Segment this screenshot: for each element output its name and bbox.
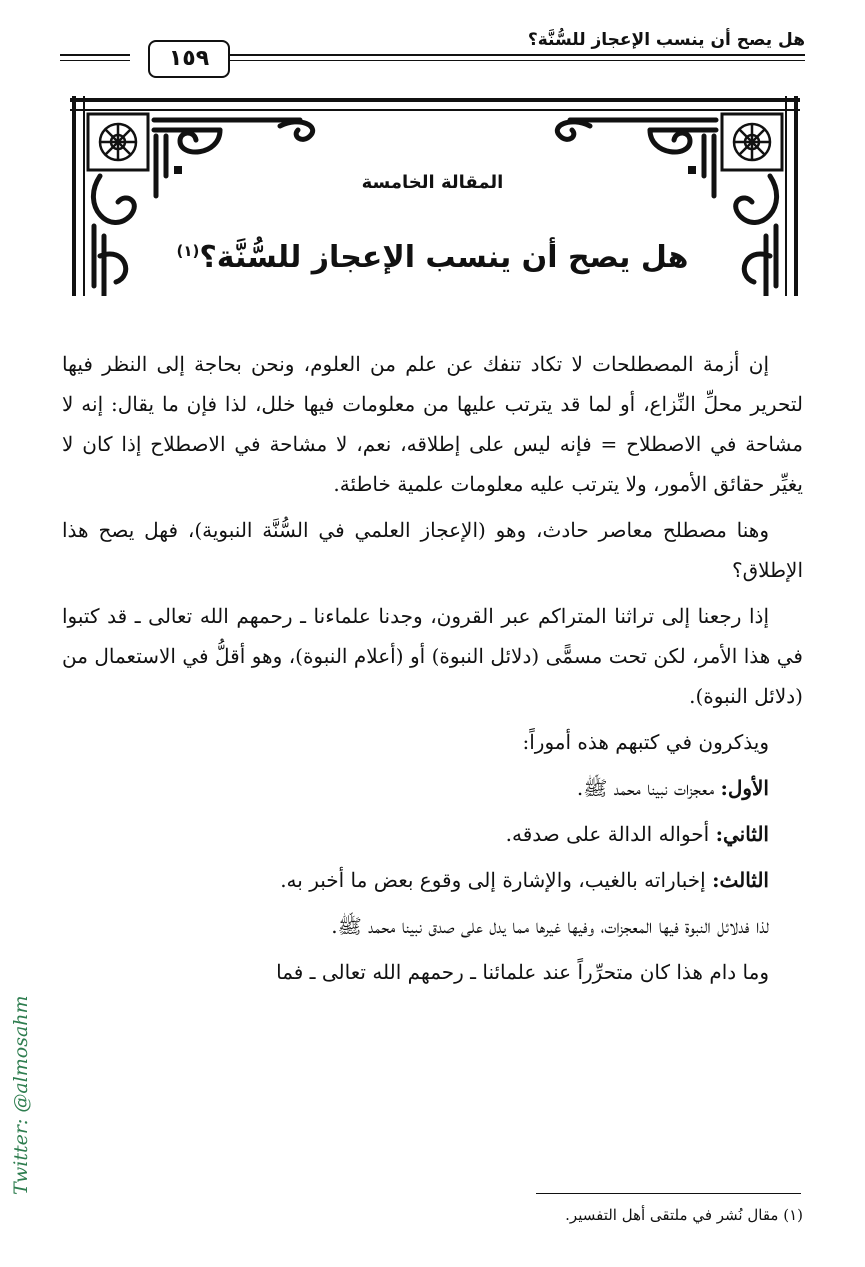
footnote-separator	[536, 1193, 801, 1194]
paragraph: وما دام هذا كان متحرِّراً عند علمائنا ـ رحمهم الله تعالى ـ فما	[276, 960, 769, 984]
item-text: معجزات نبينا محمد ﷺ.	[576, 776, 715, 800]
watermark-text: Twitter: @almosahm	[10, 995, 32, 1195]
list-item	[62, 768, 803, 808]
header-rule	[210, 60, 805, 61]
section-label: المقالة الخامسة	[361, 172, 504, 193]
article-title-text: هل يصح أن ينسب الإعجاز للسُّنَّة؟	[199, 240, 689, 275]
header-rule	[210, 54, 805, 56]
page-header	[60, 24, 805, 74]
list-item	[62, 814, 803, 854]
footnote: (١) مقال نُشر في ملتقى أهل التفسير.	[565, 1206, 803, 1224]
item-label: الثالث:	[712, 868, 769, 892]
article-body	[62, 344, 803, 998]
paragraph: وهنا مصطلح معاصر حادث، وهو (الإعجاز العلمي في السُّنَّة النبوية)، فهل يصح هذا الإطلاق؟	[62, 518, 803, 582]
footnote-marker: (١)	[176, 242, 200, 260]
item-text: أحواله الدالة على صدقه.	[505, 822, 710, 846]
header-rule	[60, 54, 130, 56]
running-title: هل يصح أن ينسب الإعجاز للسُّنَّة؟	[527, 30, 805, 50]
item-label: الأول:	[720, 776, 769, 800]
paragraph: إن أزمة المصطلحات لا تكاد تنفك عن علم من العلوم، ونحن بحاجة إلى النظر فيها لتحرير محلِّ النِّزاع، أو لما قد يترتب عليها من معلومات فيها خلل، لذا فإن ما يقال: إنه لا مشاحة في الاصطلاح = فإنه ليس على إطلاقه، نعم، لا مشاحة في الاصطلاح إذا كان لا يغيِّر حقائق الأمور، ولا يترتب عليه معلومات علمية خاطئة.	[62, 352, 803, 496]
item-label: الثاني:	[715, 822, 769, 846]
paragraph: ويذكرون في كتبهم هذه أموراً:	[522, 730, 769, 754]
header-rule	[60, 60, 130, 61]
list-item	[62, 860, 803, 900]
item-text: إخباراته بالغيب، والإشارة إلى وقوع بعض ما أخبر به.	[280, 868, 706, 892]
article-title	[0, 240, 865, 275]
paragraph: إذا رجعنا إلى تراثنا المتراكم عبر القرون، وجدنا علماءنا ـ رحمهم الله تعالى ـ قد كتبوا في هذا الأمر، لكن تحت مسمًّى (دلائل النبوة) أو (أعلام النبوة)، وهو أقلُّ في الاستعمال من (دلائل النبوة).	[62, 604, 803, 708]
paragraph: لذا فدلائل النبوة فيها المعجزات، وفيها غيرها مما يدل على صدق نبينا محمد ﷺ.	[331, 914, 769, 938]
page-number: ١٥٩	[148, 40, 230, 78]
